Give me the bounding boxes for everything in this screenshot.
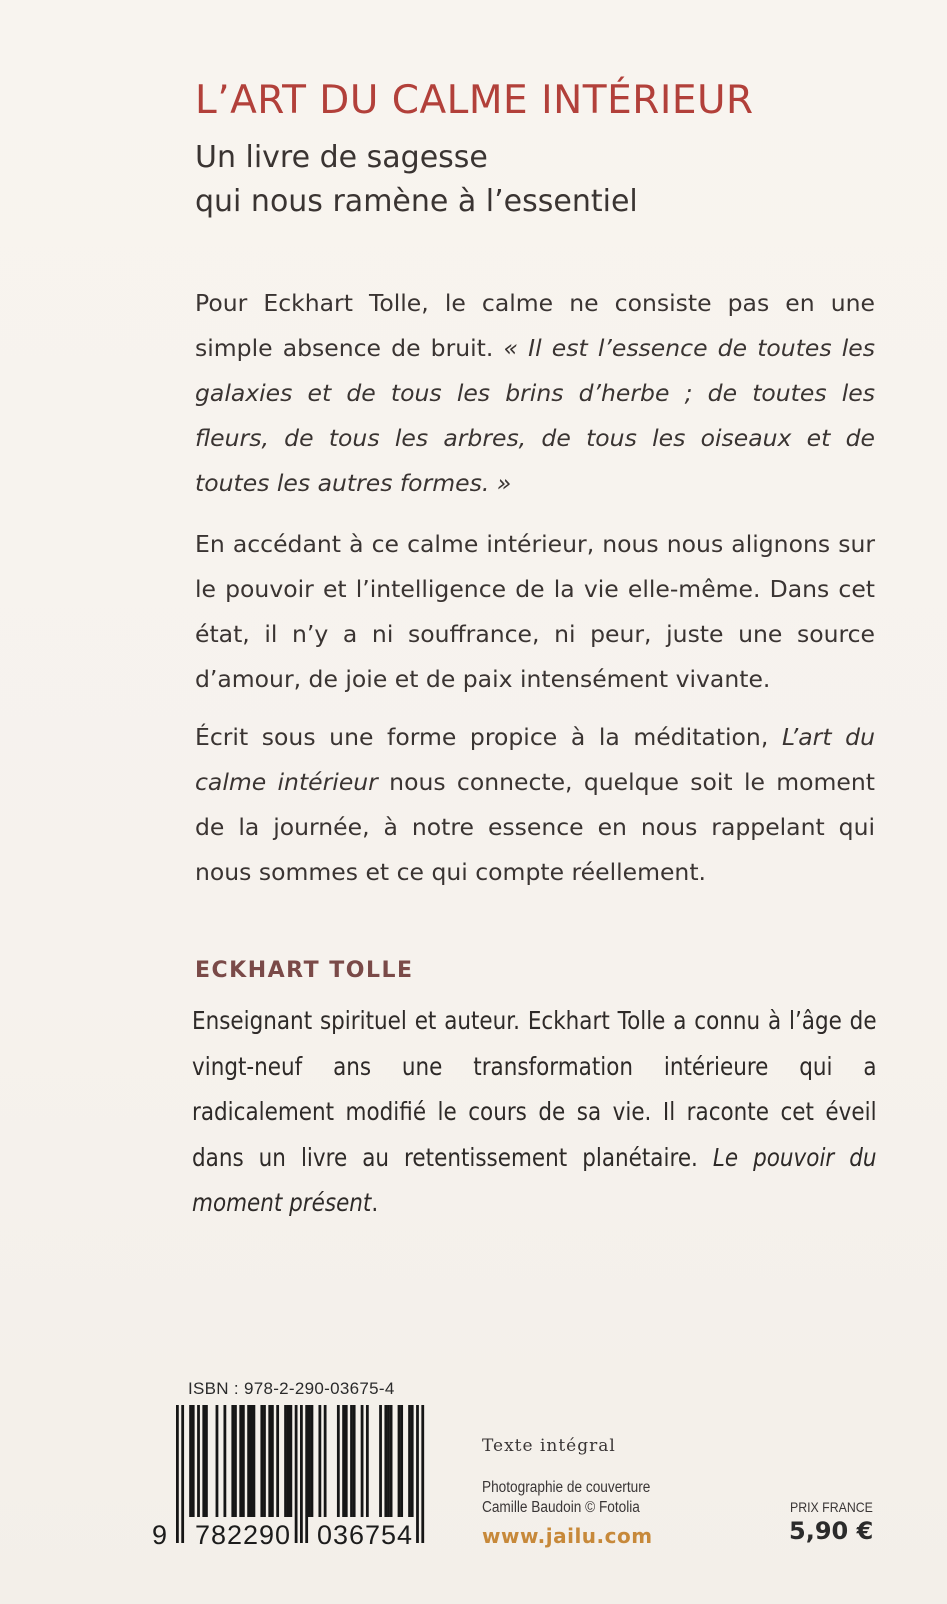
description-p3-start: Écrit sous une forme propice à la méditation, bbox=[195, 723, 782, 751]
barcode-bar bbox=[263, 1405, 266, 1517]
subtitle-line-1: Un livre de sagesse bbox=[195, 140, 488, 175]
barcode-bar bbox=[311, 1405, 314, 1517]
description-paragraph-1 bbox=[195, 281, 875, 506]
barcode-bar bbox=[284, 1405, 287, 1517]
book-subtitle bbox=[195, 136, 638, 224]
barcode-bar bbox=[223, 1405, 226, 1517]
barcode-bar bbox=[324, 1405, 327, 1517]
publisher-website: www.jailu.com bbox=[482, 1524, 653, 1548]
photo-credit bbox=[482, 1478, 650, 1518]
author-bio-text: Enseignant spirituel et auteur. Eckhart Tolle a connu à l’âge de vingt-neuf ans une transformation intérieure qui a radicalement modifié le cours de sa vie. Il raconte cet éveil dans un livre au retentissement planétaire. bbox=[192, 1006, 877, 1172]
barcode-group-2: 036754 bbox=[316, 1520, 414, 1550]
barcode-digits bbox=[152, 1520, 426, 1551]
texte-integral-label: Texte intégral bbox=[482, 1436, 616, 1456]
barcode-bar bbox=[287, 1405, 290, 1517]
barcode-bar bbox=[350, 1405, 353, 1517]
barcode-bar bbox=[398, 1405, 401, 1517]
barcode-bar bbox=[390, 1405, 393, 1517]
barcode-bar bbox=[353, 1405, 356, 1517]
barcode-bar bbox=[387, 1405, 390, 1517]
description-paragraph-3 bbox=[195, 715, 875, 895]
barcode-bar bbox=[400, 1405, 403, 1517]
barcode-bar bbox=[231, 1405, 234, 1517]
barcode-bar bbox=[239, 1405, 242, 1517]
barcode-bar bbox=[205, 1405, 208, 1517]
barcode-first-digit: 9 bbox=[152, 1520, 169, 1550]
barcode-bar bbox=[202, 1405, 205, 1517]
barcode-bar bbox=[379, 1405, 382, 1517]
barcode-bar bbox=[366, 1405, 369, 1517]
photo-credit-line-2: Camille Baudoin © Fotolia bbox=[482, 1499, 640, 1516]
barcode-bar bbox=[253, 1405, 256, 1517]
isbn-number: ISBN : 978-2-290-03675-4 bbox=[188, 1379, 395, 1398]
description-intro: Pour Eckhart Tolle, le calme ne consiste pas en une simple absence de bruit. bbox=[195, 289, 875, 362]
barcode-bar bbox=[411, 1405, 414, 1517]
barcode-bar bbox=[271, 1405, 274, 1517]
description-p3-end: nous connecte, quelque soit le moment de la journée, à notre essence en nous rappelant qui nous sommes et ce qui compte réellement. bbox=[195, 768, 875, 886]
barcode-bar bbox=[276, 1405, 279, 1517]
barcode-bar bbox=[192, 1405, 195, 1517]
subtitle-line-2: qui nous ramène à l’essentiel bbox=[195, 184, 638, 219]
barcode-bar bbox=[384, 1405, 387, 1517]
barcode-bar bbox=[189, 1405, 192, 1517]
barcode-bar bbox=[345, 1405, 348, 1517]
price: 5,90 € bbox=[789, 1517, 874, 1545]
author-name: ECKHART TOLLE bbox=[195, 958, 414, 983]
barcode-bar bbox=[250, 1405, 253, 1517]
barcode-bar bbox=[247, 1405, 250, 1517]
description-quote: « Il est l’essence de toutes les galaxies et de tous les brins d’herbe ; de toutes les fleurs, de tous les arbres, de tous les oiseaux et de toutes les autres formes. » bbox=[195, 334, 875, 497]
barcode-bar bbox=[242, 1405, 245, 1517]
barcode-bar bbox=[408, 1405, 411, 1517]
author-bio-end: . bbox=[371, 1188, 379, 1217]
description-paragraph-2: En accédant à ce calme intérieur, nous nous alignons sur le pouvoir et l’intelligence de la vie elle-même. Dans cet état, il n’y a ni souffrance, ni peur, juste une source d’amour, de joie et de paix intensément vivante. bbox=[195, 530, 875, 693]
barcode-bar bbox=[361, 1405, 364, 1517]
barcode-bar bbox=[234, 1405, 237, 1517]
author-bio bbox=[192, 998, 877, 1226]
barcode-bar bbox=[260, 1405, 263, 1517]
photo-credit-line-1: Photographie de couverture bbox=[482, 1479, 651, 1496]
book-title: L’ART DU CALME INTÉRIEUR bbox=[195, 78, 754, 123]
barcode-bar bbox=[289, 1405, 292, 1517]
barcode-bar bbox=[216, 1405, 219, 1517]
barcode-bar bbox=[197, 1405, 200, 1517]
barcode-group-1: 782290 bbox=[194, 1520, 292, 1550]
barcode-bar bbox=[268, 1405, 271, 1517]
barcode-bar bbox=[337, 1405, 340, 1517]
barcode-bar bbox=[342, 1405, 345, 1517]
description-book-title: L’art du calme intérieur bbox=[195, 723, 875, 796]
barcode-bar bbox=[308, 1405, 311, 1517]
price-label: PRIX FRANCE bbox=[790, 1499, 873, 1515]
author-bio-book-title: Le pouvoir du moment présent bbox=[192, 1142, 877, 1217]
barcode-bar bbox=[318, 1405, 321, 1517]
